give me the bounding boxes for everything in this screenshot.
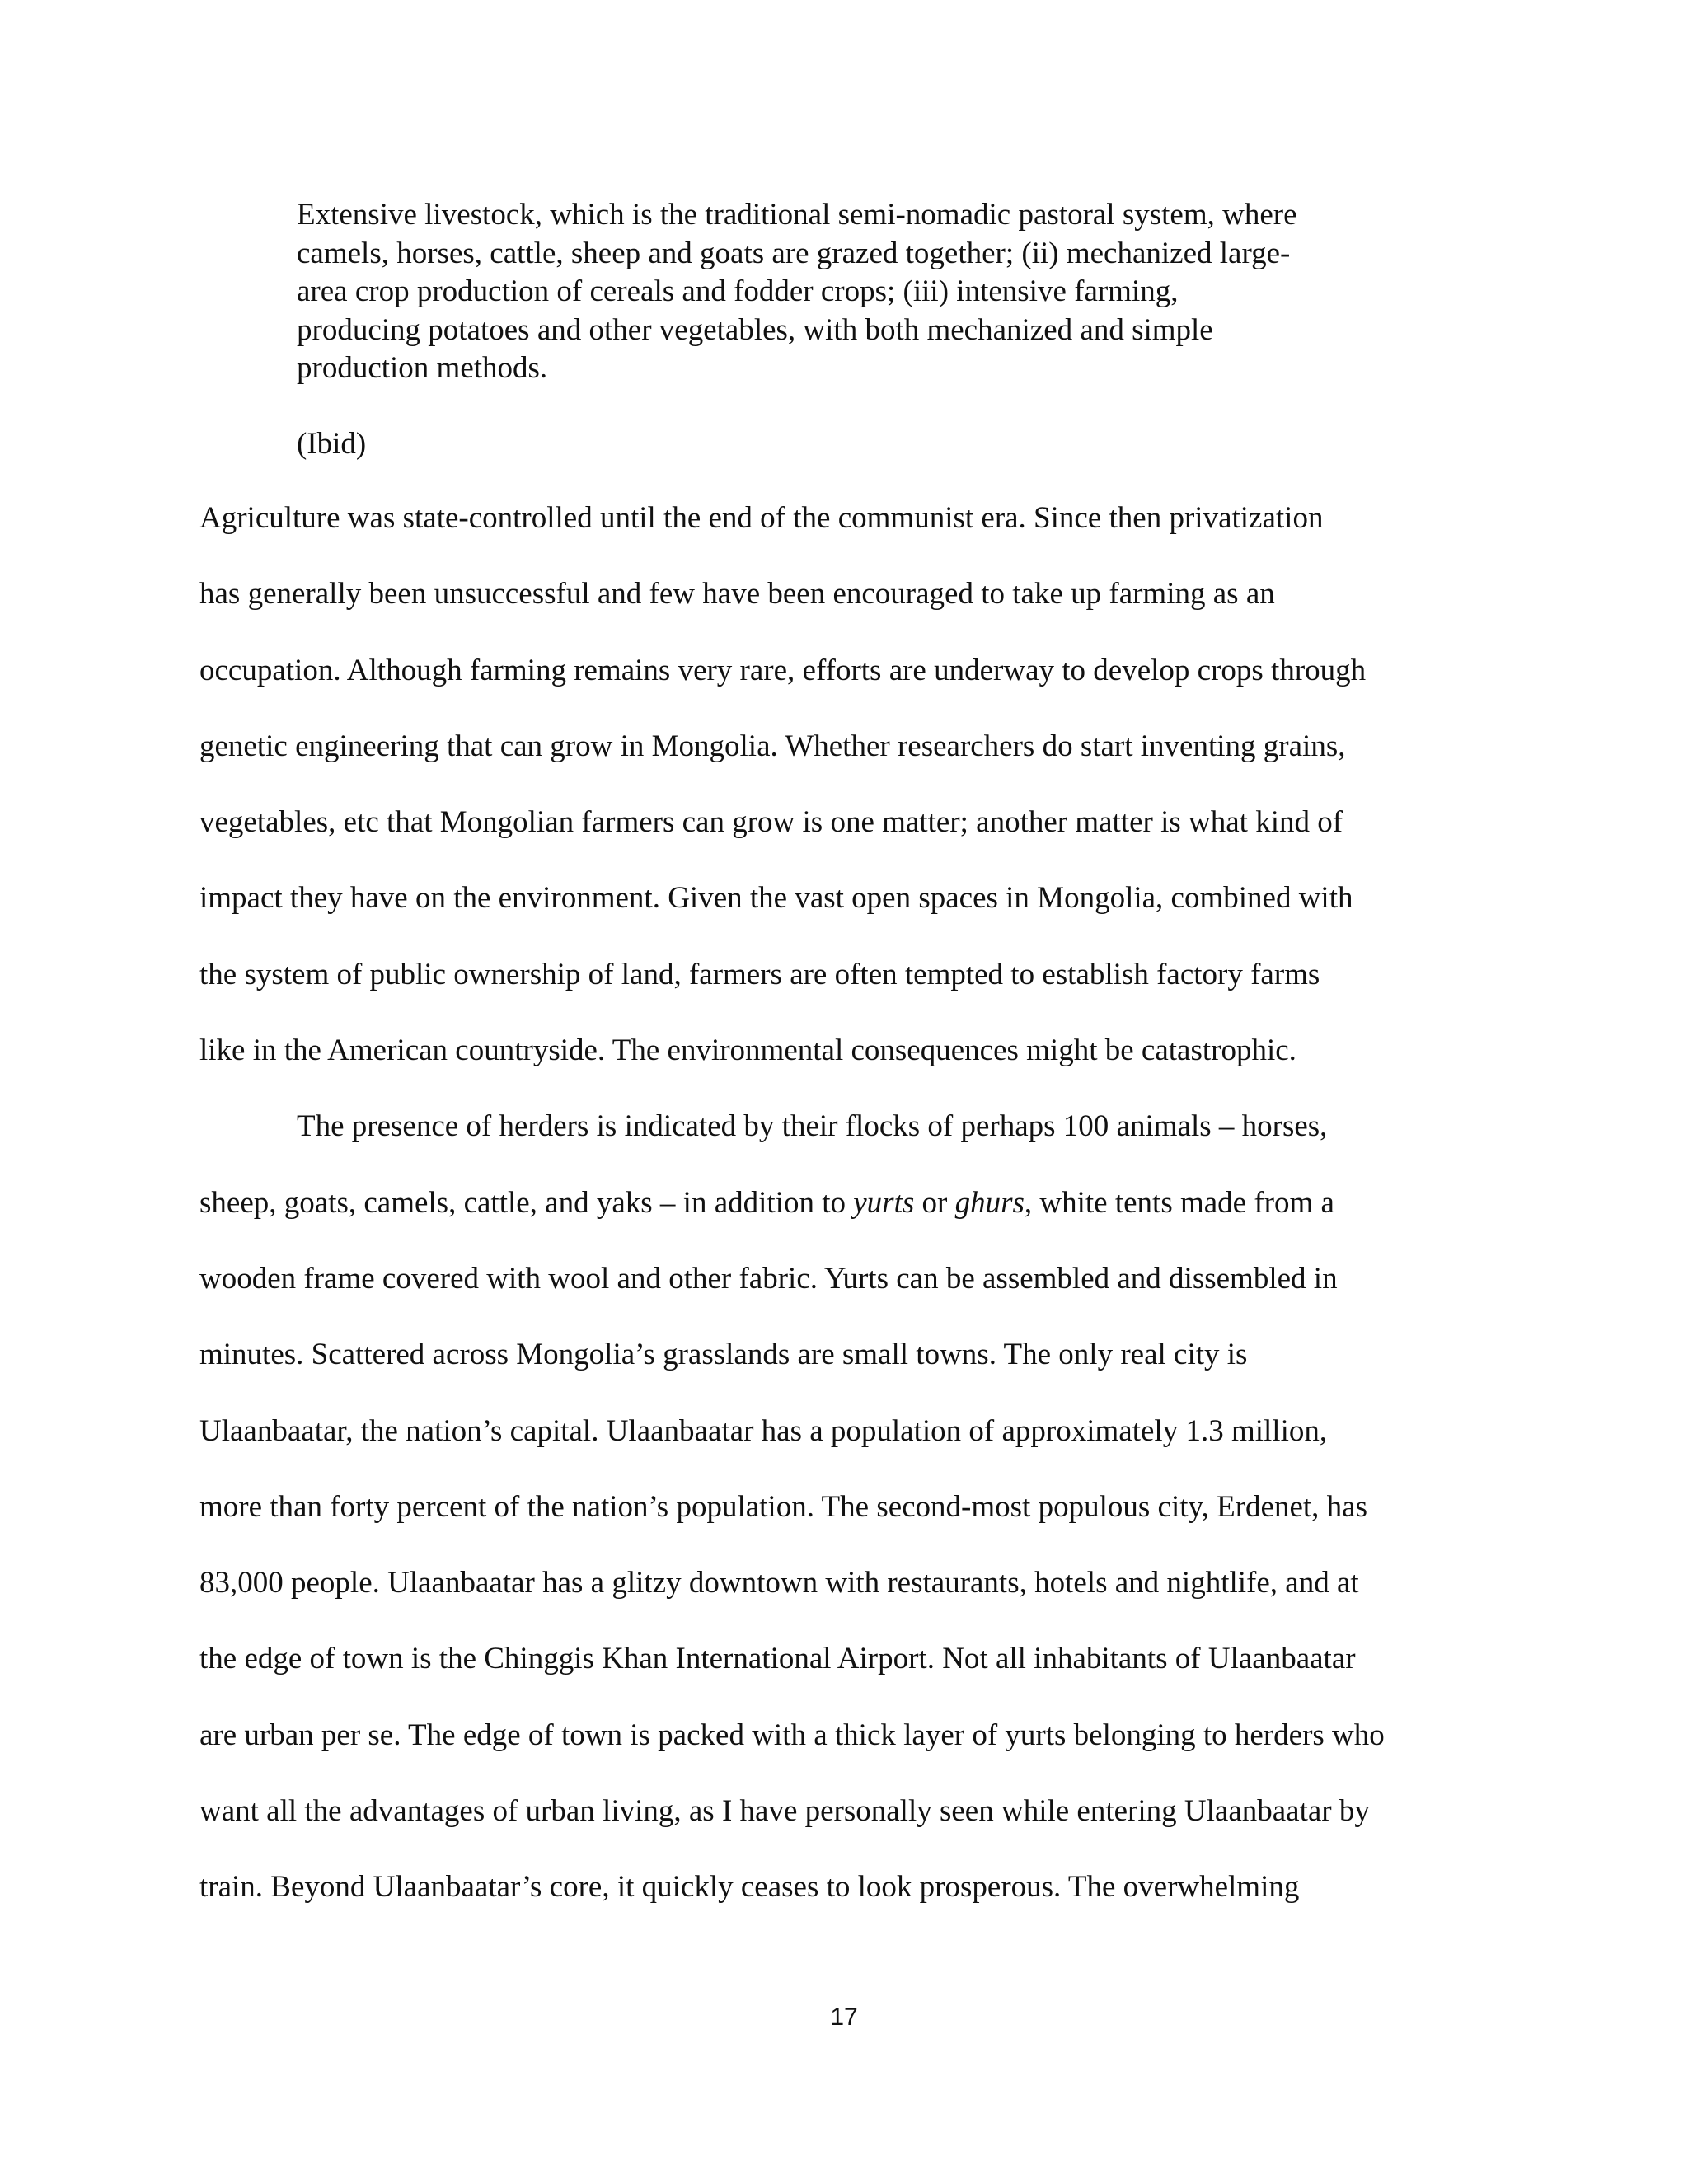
- paragraph-line: vegetables, etc that Mongolian farmers can grow is one matter; another matter is what kind of: [199, 805, 1343, 840]
- paragraph-line: [199, 1184, 1502, 1260]
- paragraph-line: the edge of town is the Chinggis Khan International Airport. Not all inhabitants of Ulaanbaatar: [199, 1642, 1356, 1676]
- block-quote-line: Extensive livestock, which is the traditional semi-nomadic pastoral system, where: [297, 198, 1297, 232]
- italic-term-ghurs: ghurs: [954, 1185, 1025, 1220]
- paragraph-line: has generally been unsuccessful and few have been encouraged to take up farming as an: [199, 577, 1275, 612]
- block-quote-line: camels, horses, cattle, sheep and goats are grazed together; (ii) mechanized large-: [297, 236, 1291, 270]
- paragraph-line: 83,000 people. Ulaanbaatar has a glitzy downtown with restaurants, hotels and nightlife, and at: [199, 1566, 1359, 1601]
- page-number: 17: [830, 2004, 858, 2031]
- paragraph-line: minutes. Scattered across Mongolia’s grasslands are small towns. The only real city is: [199, 1338, 1248, 1372]
- paragraph-line: want all the advantages of urban living, as I have personally seen while entering Ulaanbaatar by: [199, 1794, 1370, 1829]
- block-quote-line: producing potatoes and other vegetables, with both mechanized and simple: [297, 312, 1213, 347]
- paragraph-line: wooden frame covered with wool and other fabric. Yurts can be assembled and dissembled in: [199, 1261, 1338, 1296]
- paragraph-line: Ulaanbaatar, the nation’s capital. Ulaanbaatar has a population of approximately 1.3 million,: [199, 1413, 1328, 1448]
- paragraph-line: impact they have on the environment. Given the vast open spaces in Mongolia, combined with: [199, 881, 1353, 916]
- paragraph-line: are urban per se. The edge of town is packed with a thick layer of yurts belonging to herders who: [199, 1718, 1385, 1752]
- text-run: or: [914, 1185, 955, 1220]
- block-quote-line: area crop production of cereals and fodder crops; (iii) intensive farming,: [297, 274, 1179, 308]
- italic-term-yurts: yurts: [853, 1185, 915, 1220]
- block-quote: [297, 196, 1385, 388]
- body-paragraphs: [199, 499, 1502, 1945]
- quote-citation: (Ibid): [297, 427, 367, 461]
- block-quote-line: production methods.: [297, 351, 548, 385]
- text-run: sheep, goats, camels, cattle, and yaks – in addition to: [199, 1185, 854, 1220]
- text-run: , white tents made from a: [1024, 1185, 1334, 1220]
- paragraph-line: The presence of herders is indicated by their flocks of perhaps 100 animals – horses,: [297, 1109, 1328, 1144]
- paragraph-line: Agriculture was state-controlled until the end of the communist era. Since then privatization: [199, 501, 1324, 535]
- paragraph-line: train. Beyond Ulaanbaatar’s core, it quickly ceases to look prosperous. The overwhelming: [199, 1870, 1300, 1905]
- paragraph-line: like in the American countryside. The environmental consequences might be catastrophic.: [199, 1033, 1296, 1068]
- paragraph-line: genetic engineering that can grow in Mongolia. Whether researchers do start inventing grains,: [199, 729, 1346, 763]
- paragraph-line: occupation. Although farming remains very rare, efforts are underway to develop crops through: [199, 653, 1367, 687]
- paragraph-line: the system of public ownership of land, farmers are often tempted to establish factory farms: [199, 957, 1320, 991]
- paragraph-line: more than forty percent of the nation’s population. The second-most populous city, Erdenet, has: [199, 1489, 1367, 1524]
